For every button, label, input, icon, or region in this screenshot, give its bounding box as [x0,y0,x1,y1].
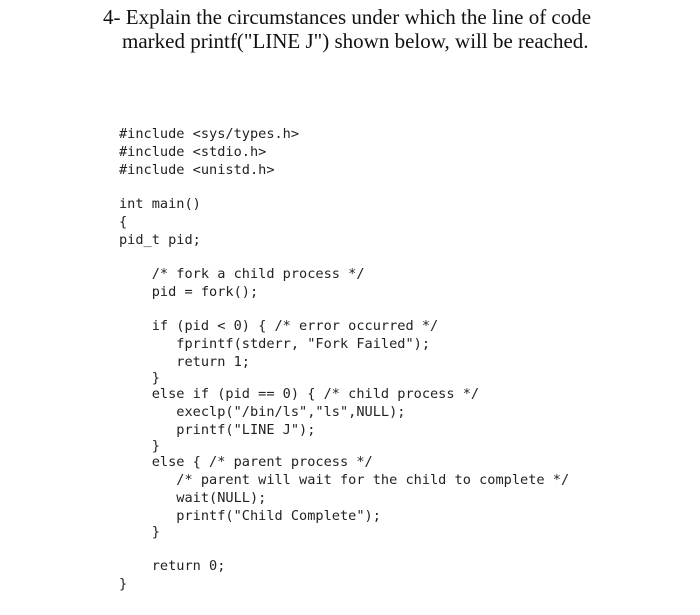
code-line-close-brace-1: } [119,370,160,386]
code-line-else-if-child: else if (pid == 0) { /* child process */ [119,386,480,402]
code-line-include-unistd: #include <unistd.h> [119,162,275,178]
code-line-execlp: execlp("/bin/ls","ls",NULL); [119,404,406,420]
question-line-1: 4- Explain the circumstances under which the line of code [103,5,592,29]
code-line-return-0: return 0; [119,558,226,574]
code-line-pid-declaration: pid_t pid; [119,232,201,248]
code-line-main-open-brace: { [119,214,128,230]
question-text [103,5,693,53]
code-line-else-parent: else { /* parent process */ [119,454,373,470]
code-line-if-error: if (pid < 0) { /* error occurred */ [119,318,439,334]
code-line-main-signature: int main() [119,196,201,212]
question-line-2: marked printf("LINE J") shown below, will be reached. [122,29,589,53]
code-line-parent-comment: /* parent will wait for the child to complete */ [119,472,570,488]
code-line-include-stdio: #include <stdio.h> [119,144,267,160]
code-line-printf-line-j: printf("LINE J"); [119,422,316,438]
code-line-close-brace-3: } [119,524,160,540]
code-line-main-close-brace: } [119,576,128,592]
code-line-fork-call: pid = fork(); [119,284,259,300]
code-line-fprintf: fprintf(stderr, "Fork Failed"); [119,336,430,352]
code-line-fork-comment: /* fork a child process */ [119,266,365,282]
code-line-printf-complete: printf("Child Complete"); [119,508,381,524]
code-line-close-brace-2: } [119,438,160,454]
code-line-return-1: return 1; [119,354,250,370]
code-line-include-sys-types: #include <sys/types.h> [119,126,300,142]
code-line-wait: wait(NULL); [119,490,267,506]
